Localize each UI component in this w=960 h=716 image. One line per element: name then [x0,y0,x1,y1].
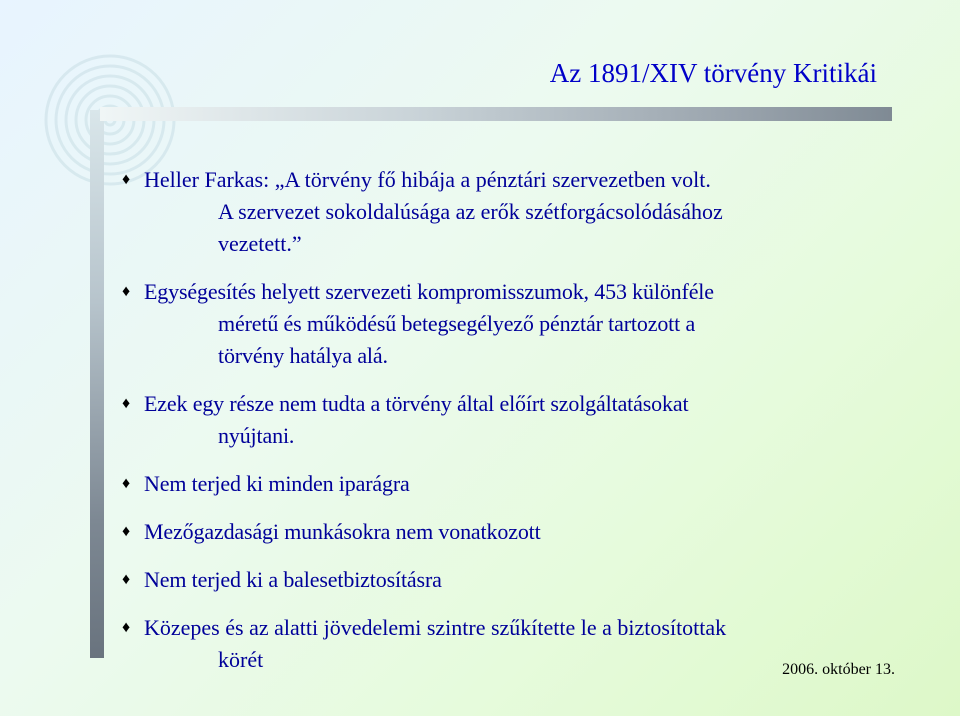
diamond-icon: ♦ [122,619,131,636]
bullet-line: Heller Farkas: „A törvény fő hibája a pénztári szervezetben volt. [144,167,711,192]
bullet-item [120,388,910,452]
bullet-line: nyújtani. [218,423,295,448]
bullet-item [120,564,910,596]
bullet-line: A szervezet sokoldalúsága az erők szétforgácsolódásához [218,199,723,224]
bullet-line: Mezőgazdasági munkásokra nem vonatkozott [144,519,541,544]
diamond-icon: ♦ [122,571,131,588]
bullet-line: Közepes és az alatti jövedelemi szintre szűkítette le a biztosítottak [144,615,727,640]
bullet-item [120,468,910,500]
bullet-line: Nem terjed ki a balesetbiztosításra [144,567,442,592]
bullet-line: Nem terjed ki minden iparágra [144,471,410,496]
diamond-icon: ♦ [122,523,131,540]
bullet-item [120,276,910,372]
bullet-list [120,164,910,676]
diamond-icon: ♦ [122,171,131,188]
bullet-line: méretű és működésű betegsegélyező pénztár tartozott a [218,311,696,336]
bullet-item [120,516,910,548]
diamond-icon: ♦ [122,475,131,492]
bullet-line: körét [218,647,264,672]
diamond-icon: ♦ [122,283,131,300]
bullet-line: Ezek egy része nem tudta a törvény által előírt szolgáltatásokat [144,391,689,416]
slide-title: Az 1891/XIV törvény Kritikái [549,58,877,88]
horizontal-decoration-bar [100,107,892,121]
bullet-item [120,164,910,260]
vertical-decoration-bar [90,110,104,658]
bullet-line: vezetett.” [218,231,302,256]
bullet-line: Egységesítés helyett szervezeti kompromisszumok, 453 különféle [144,279,714,304]
diamond-icon: ♦ [122,395,131,412]
bullet-line: törvény hatálya alá. [218,343,388,368]
slide-date: 2006. október 13. [782,661,895,678]
